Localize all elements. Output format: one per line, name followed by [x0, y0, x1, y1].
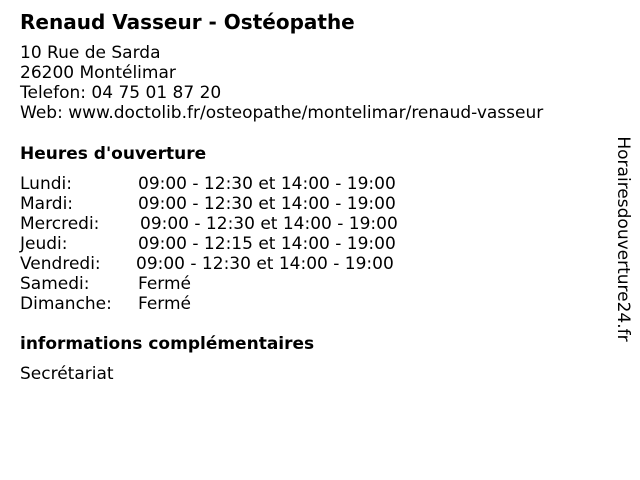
- address-block: [20, 43, 543, 123]
- day-label: Mercredi:: [20, 214, 100, 234]
- day-label: Samedi:: [20, 274, 90, 294]
- day-label: Dimanche:: [20, 294, 112, 314]
- page-title: Renaud Vasseur - Ostéopathe: [20, 10, 355, 34]
- hours-row-saturday: [20, 274, 398, 294]
- hours-row-friday: [20, 254, 398, 274]
- day-label: Vendredi:: [20, 254, 101, 274]
- opening-hours-heading: Heures d'ouverture: [20, 144, 207, 164]
- site-watermark: Horairesdouverture24.fr: [613, 136, 633, 342]
- phone-number: Telefon: 04 75 01 87 20: [20, 83, 222, 103]
- hours-row-monday: [20, 174, 398, 194]
- day-label: Jeudi:: [20, 234, 68, 254]
- time-range: 09:00 - 12:30 et 14:00 - 19:00: [140, 214, 398, 234]
- time-range: 09:00 - 12:30 et 14:00 - 19:00: [136, 254, 394, 274]
- closed-label: Fermé: [138, 274, 192, 294]
- hours-row-wednesday: [20, 214, 398, 234]
- city-postal-code: 26200 Montélimar: [20, 63, 176, 83]
- hours-row-tuesday: [20, 194, 398, 214]
- additional-info-heading: informations complémentaires: [20, 334, 315, 354]
- day-label: Lundi:: [20, 174, 72, 194]
- day-label: Mardi:: [20, 194, 74, 214]
- time-range: 09:00 - 12:15 et 14:00 - 19:00: [138, 234, 396, 254]
- hours-row-sunday: [20, 294, 398, 314]
- opening-hours-table: [20, 174, 398, 314]
- street-address: 10 Rue de Sarda: [20, 43, 161, 63]
- time-range: 09:00 - 12:30 et 14:00 - 19:00: [138, 174, 396, 194]
- website: Web: www.doctolib.fr/osteopathe/montelimar/renaud-vasseur: [20, 103, 544, 123]
- time-range: 09:00 - 12:30 et 14:00 - 19:00: [138, 194, 396, 214]
- additional-info-text: Secrétariat: [20, 364, 114, 384]
- closed-label: Fermé: [138, 294, 192, 314]
- hours-row-thursday: [20, 234, 398, 254]
